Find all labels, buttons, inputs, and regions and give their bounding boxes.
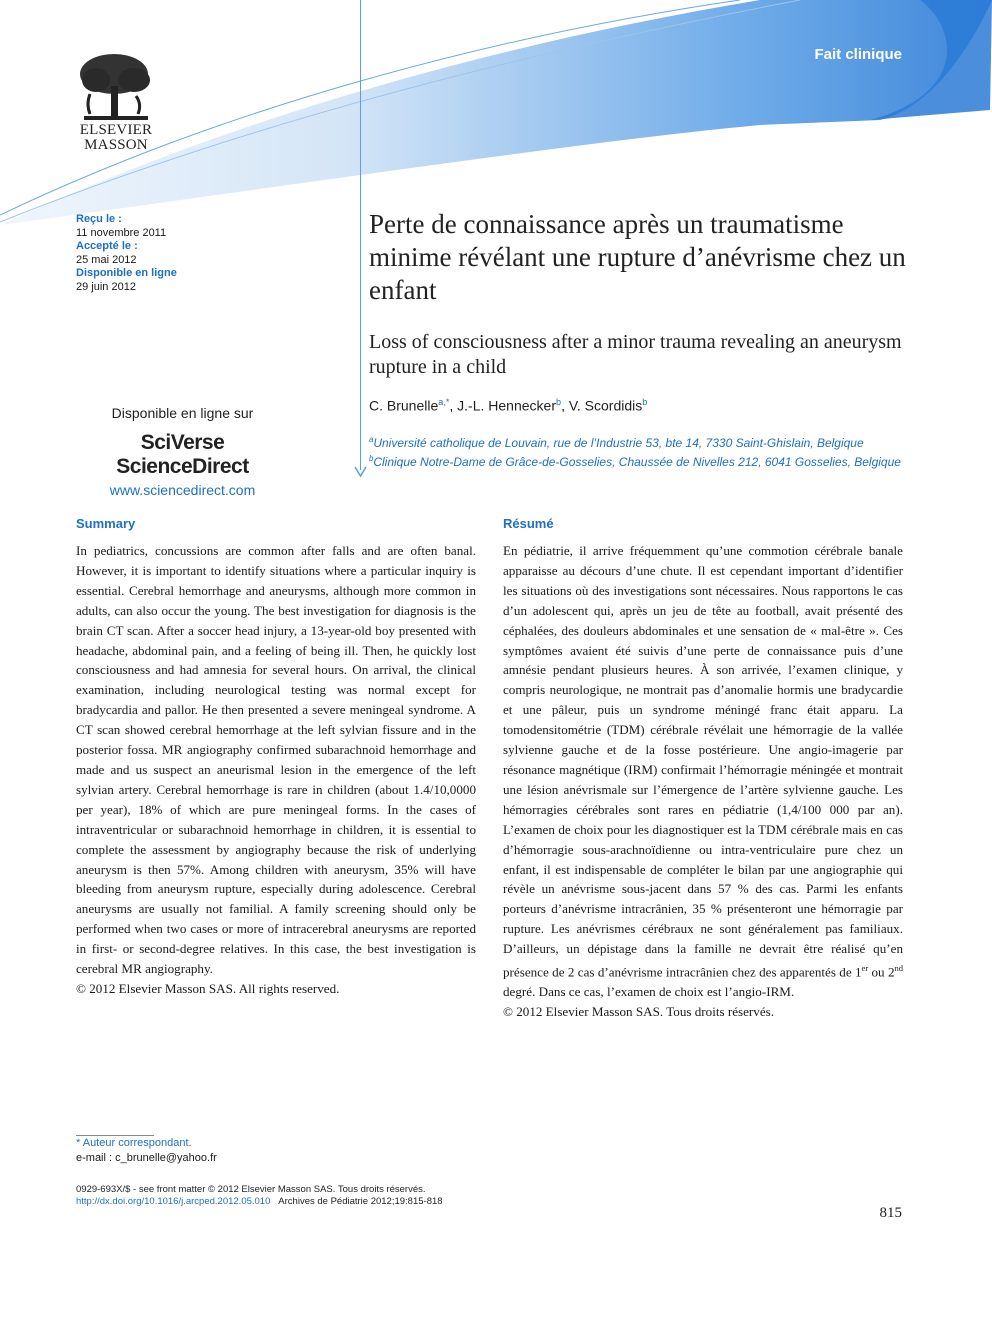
accepted-date: 25 mai 2012 xyxy=(76,253,137,266)
tree-logo-icon xyxy=(74,50,158,122)
doi-link[interactable]: http://dx.doi.org/10.1016/j.arcped.2012.05.010 xyxy=(76,1196,271,1207)
resume-text-part: degré. Dans ce cas, l’examen de choix est l’angio-IRM. xyxy=(503,984,795,1000)
vertical-divider xyxy=(360,0,361,470)
publication-info xyxy=(76,1184,443,1208)
resume-heading: Résumé xyxy=(503,516,554,531)
author-separator: , xyxy=(561,397,569,414)
author-name[interactable]: C. Brunelle xyxy=(369,397,439,414)
affiliations xyxy=(369,432,909,470)
issn-line: 0929-693X/$ - see front matter © 2012 Elsevier Masson SAS. Tous droits réservés. xyxy=(76,1184,426,1195)
affiliation-sup: b xyxy=(369,454,374,463)
resume-sup: nd xyxy=(894,963,904,974)
resume-section xyxy=(503,516,903,1022)
summary-copyright: © 2012 Elsevier Masson SAS. All rights reserved. xyxy=(76,980,340,996)
elsevier-logo xyxy=(74,50,158,154)
affiliation-b xyxy=(369,451,909,470)
corresponding-author-label: * Auteur correspondant. xyxy=(76,1137,192,1149)
article-title-fr: Perte de connaissance après un traumatisme minime révélant une rupture d’anévrisme chez un enfant xyxy=(369,209,906,305)
publisher-name-1: ELSEVIER xyxy=(79,122,153,138)
doi-line xyxy=(76,1196,443,1208)
received-label: Reçu le : xyxy=(76,213,122,225)
journal-citation: Archives de Pédiatrie 2012;19:815-818 xyxy=(278,1196,443,1207)
resume-sup: er xyxy=(861,963,869,974)
online-label: Disponible en ligne xyxy=(76,267,177,279)
affiliation-a xyxy=(369,432,909,451)
online-availability xyxy=(75,405,290,498)
email-label: e-mail : xyxy=(76,1151,116,1164)
author-separator: , xyxy=(449,397,458,414)
accepted-label: Accepté le : xyxy=(76,240,138,252)
affiliation-text: Clinique Notre-Dame de Grâce-de-Gosselies, Chaussée de Nivelles 212, 6041 Gosselies, Belgique xyxy=(373,455,901,469)
section-label: Fait clinique xyxy=(814,46,902,63)
resume-text-part: En pédiatrie, il arrive fréquemment qu’une commotion cérébrale banale apparaisse au décours d’une chute. Il est cependant important d’identifier les situations où des investigations sont nécessaires. Nous rapportons le cas d’un adolescent qui, après un jeu de tête au football, avait présenté des céphalées, des douleurs abdominales et une sensation de « mal-être ». Ces symptômes avaient été suivis d’une perte de connaissance puis d’une amnésie pendant plusieurs heures. À son arrivée, l’examen clinique, y compris neurologique, ne montrait pas d’anomalie hormis une bradycardie et une pâleur, puis un syndrome méningé franc était apparu. La tomodensitométrie (TDM) cérébrale révélait une hémorragie de la vallée sylvienne gauche et de la fosse postérieure. Une angio-imagerie par résonance magnétique (IRM) confirmait l’hémorragie méningée et montrait une lésion anévrismale sur l’émergence de l’artère sylvienne gauche. Les hémorragies cérébrales sont rares en pédiatrie (1,4/100 000 par an). L’examen de choix pour les diagnostiquer est la TDM cérébrale mais en cas d’hémorragie sous-arachnoïdienne ou intra-ventriculaire pure chez un enfant, il est indispensable de compléter le bilan par une angiographie qui révèle un anévrisme sous-jacent dans 57 % des cas. Parmi les enfants porteurs d’anévrisme intracrânien, 35 % présenteront une hémorragie par rupture. Les anévrismes cérébraux ne sont généralement pas familiaux. D’ailleurs, un dépistage dans la famille ne devrait être réalisé qu’en présence de 2 cas d’anévrisme intracrânien chez des apparentés de 1 xyxy=(503,543,903,980)
received-date: 11 novembre 2011 xyxy=(76,226,167,239)
author-list xyxy=(369,397,647,414)
resume-text-part: ou 2 xyxy=(868,964,895,980)
arrow-down-icon xyxy=(354,466,367,478)
article-title-en: Loss of consciousness after a minor trauma revealing an aneurysm rupture in a child xyxy=(369,331,902,378)
author-name[interactable]: V. Scordidis xyxy=(568,397,643,414)
sciencedirect-logo: SciVerse ScienceDirect xyxy=(116,431,249,478)
publisher-name-2: MASSON xyxy=(84,137,148,153)
sciencedirect-link[interactable]: www.sciencedirect.com xyxy=(109,482,256,498)
article-history xyxy=(76,213,177,294)
author-sup: b xyxy=(556,397,562,407)
summary-text: In pediatrics, concussions are common after falls and are often banal. However, it is important to identify situations where a particular inquiry is essential. Cerebral hemorrhage and aneurysms, although more common in adults, can also occur the young. The best investigation for diagnosis is the brain CT scan. After a soccer head injury, a 13-year-old boy presented with headache, abdominal pain, and a feeling of being ill. Then, he quickly lost consciousness and had amnesia for several hours. On arrival, the clinical examination, including neurological testing was normal except for bradycardia and pallor. He then presented a severe meningeal syndrome. A CT scan showed cerebral hemorrhage at the left sylvian fissure and in the posterior fossa. MR angiography confirmed subarachnoid hemorrhage and made and us suspect an aneurismal lesion in the emergence of the left sylvian artery. Cerebral hemorrhage is rare in children (about 1.4/10,0000 per year), 18% of which are pure meningeal forms. In the cases of intraventricular or subarachnoid hemorrhage in children, it is essential to complete the assessment by angiography because the risk of underlying aneurysm is then 57%. Among children with aneurysm, 35% will have bleeding from aneurysm rupture, especially during adolescence. Cerebral aneurysms are usually not familial. A family screening should only be performed when two cases or more of intracerebral aneurysms are reported in first- or second-degree relatives. In this case, the best investigation is cerebral MR angiography. xyxy=(76,543,476,977)
resume-copyright: © 2012 Elsevier Masson SAS. Tous droits réservés. xyxy=(503,1004,775,1020)
page-number: 815 xyxy=(879,1205,902,1221)
author-sup: a,* xyxy=(438,397,450,407)
author-name[interactable]: J.-L. Hennecker xyxy=(457,397,556,414)
resume-text xyxy=(503,541,903,1002)
affiliation-sup: a xyxy=(369,435,374,444)
email-link[interactable]: c_brunelle@yahoo.fr xyxy=(115,1151,217,1164)
summary-section xyxy=(76,516,476,999)
footnote xyxy=(76,1136,217,1165)
online-date: 29 juin 2012 xyxy=(76,280,136,293)
online-line: Disponible en ligne sur xyxy=(111,405,254,421)
affiliation-text: Université catholique de Louvain, rue de l’Industrie 53, bte 14, 7330 Saint-Ghislain, Belgique xyxy=(373,436,864,450)
author-sup: b xyxy=(642,397,648,407)
email-line xyxy=(76,1151,217,1166)
summary-heading: Summary xyxy=(76,516,136,531)
